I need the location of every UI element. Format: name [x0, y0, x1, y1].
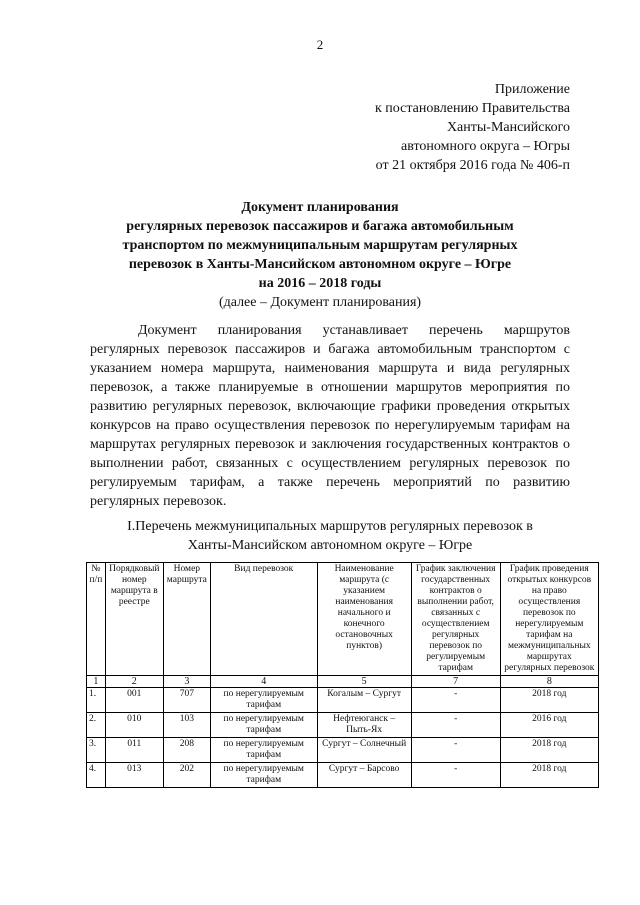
- column-number: 4: [210, 676, 317, 688]
- column-number: 5: [317, 676, 411, 688]
- transport-type: по нерегулируемым тарифам: [210, 713, 317, 738]
- registry-number: 010: [105, 713, 163, 738]
- title-line: перевозок в Ханты-Мансийском автономном округе – Югре: [128, 257, 512, 272]
- section-title: [90, 517, 570, 555]
- column-number: 8: [500, 676, 598, 688]
- route-number: 707: [163, 688, 210, 713]
- contract-schedule: -: [411, 763, 500, 788]
- header-cell: График заключения государственных контрактов о выполнении работ, связанных с осуществлением регулярных перевозок по регулируемым тарифам: [411, 563, 500, 676]
- section-title-line: Ханты-Мансийском автономном округе – Югре: [187, 538, 473, 553]
- header-cell: № п/п: [87, 563, 106, 676]
- tender-schedule: 2018 год: [500, 763, 598, 788]
- registry-number: 011: [105, 738, 163, 763]
- appendix-block: [375, 80, 570, 175]
- section-title-line: I.Перечень межмуниципальных маршрутов регулярных перевозок в: [127, 519, 533, 534]
- table-row: [87, 763, 599, 788]
- routes-table: [86, 562, 599, 788]
- header-cell: График проведения открытых конкурсов на право осуществления перевозок по нерегулируемым тарифам на межмуниципальных маршрутах регулярных перевозок: [500, 563, 598, 676]
- body-paragraph: Документ планирования устанавливает перечень маршрутов регулярных перевозок пассажиров и багажа автомобильным транспортом с указанием номера маршрута, наименования маршрута и вида регулярных перевозок, а также планируемые в отношении маршрутов мероприятия по развитию регулярных перевозок, включающие графики проведения открытых конкурсов на право осуществления перевозок по нерегулируемым тарифам на маршрутах регулярных перевозок и заключения государственных контрактов о выполнении работ, связанных с осуществлением регулярных перевозок по регулируемым тарифам, а также перечень мероприятий по развитию регулярных перевозок.: [90, 323, 570, 509]
- header-cell: Порядковый номер маршрута в реестре: [105, 563, 163, 676]
- appendix-line: к постановлению Правительства: [374, 101, 570, 116]
- row-index: 1.: [87, 688, 106, 713]
- title-line: регулярных перевозок пассажиров и багажа автомобильным: [126, 219, 514, 234]
- header-cell: Наименование маршрута (с указанием наименования начального и конечного остановочных пунктов): [317, 563, 411, 676]
- transport-type: по нерегулируемым тарифам: [210, 738, 317, 763]
- table-row: [87, 713, 599, 738]
- appendix-line: автономного округа – Югры: [401, 139, 570, 154]
- header-cell: Номер маршрута: [163, 563, 210, 676]
- row-index: 3.: [87, 738, 106, 763]
- column-number: 1: [87, 676, 106, 688]
- title-line: на 2016 – 2018 годы: [258, 276, 382, 291]
- page-number: 2: [316, 37, 324, 52]
- column-number-row: [87, 676, 599, 688]
- route-name: Когалым – Сургут: [317, 688, 411, 713]
- document-title: [90, 198, 550, 312]
- contract-schedule: -: [411, 688, 500, 713]
- title-line: Документ планирования: [241, 200, 399, 215]
- header-cell: Вид перевозок: [210, 563, 317, 676]
- table-header-row: [87, 563, 599, 676]
- route-number: 103: [163, 713, 210, 738]
- title-line: транспортом по межмуниципальным маршрутам регулярных: [122, 238, 518, 253]
- transport-type: по нерегулируемым тарифам: [210, 688, 317, 713]
- contract-schedule: -: [411, 713, 500, 738]
- row-index: 2.: [87, 713, 106, 738]
- route-number: 208: [163, 738, 210, 763]
- column-number: 7: [411, 676, 500, 688]
- tender-schedule: 2018 год: [500, 738, 598, 763]
- route-name: Нефтеюганск – Пыть-Ях: [317, 713, 411, 738]
- registry-number: 013: [105, 763, 163, 788]
- appendix-line: Приложение: [494, 82, 570, 97]
- column-number: 3: [163, 676, 210, 688]
- route-number: 202: [163, 763, 210, 788]
- table-row: [87, 688, 599, 713]
- transport-type: по нерегулируемым тарифам: [210, 763, 317, 788]
- contract-schedule: -: [411, 738, 500, 763]
- row-index: 4.: [87, 763, 106, 788]
- column-number: 2: [105, 676, 163, 688]
- tender-schedule: 2018 год: [500, 688, 598, 713]
- route-name: Сургут – Солнечный: [317, 738, 411, 763]
- title-subtitle: (далее – Документ планирования): [218, 295, 422, 310]
- appendix-line: от 21 октября 2016 года № 406-п: [375, 158, 570, 173]
- table-row: [87, 738, 599, 763]
- tender-schedule: 2016 год: [500, 713, 598, 738]
- registry-number: 001: [105, 688, 163, 713]
- appendix-line: Ханты-Мансийского: [446, 120, 570, 135]
- route-name: Сургут – Барсово: [317, 763, 411, 788]
